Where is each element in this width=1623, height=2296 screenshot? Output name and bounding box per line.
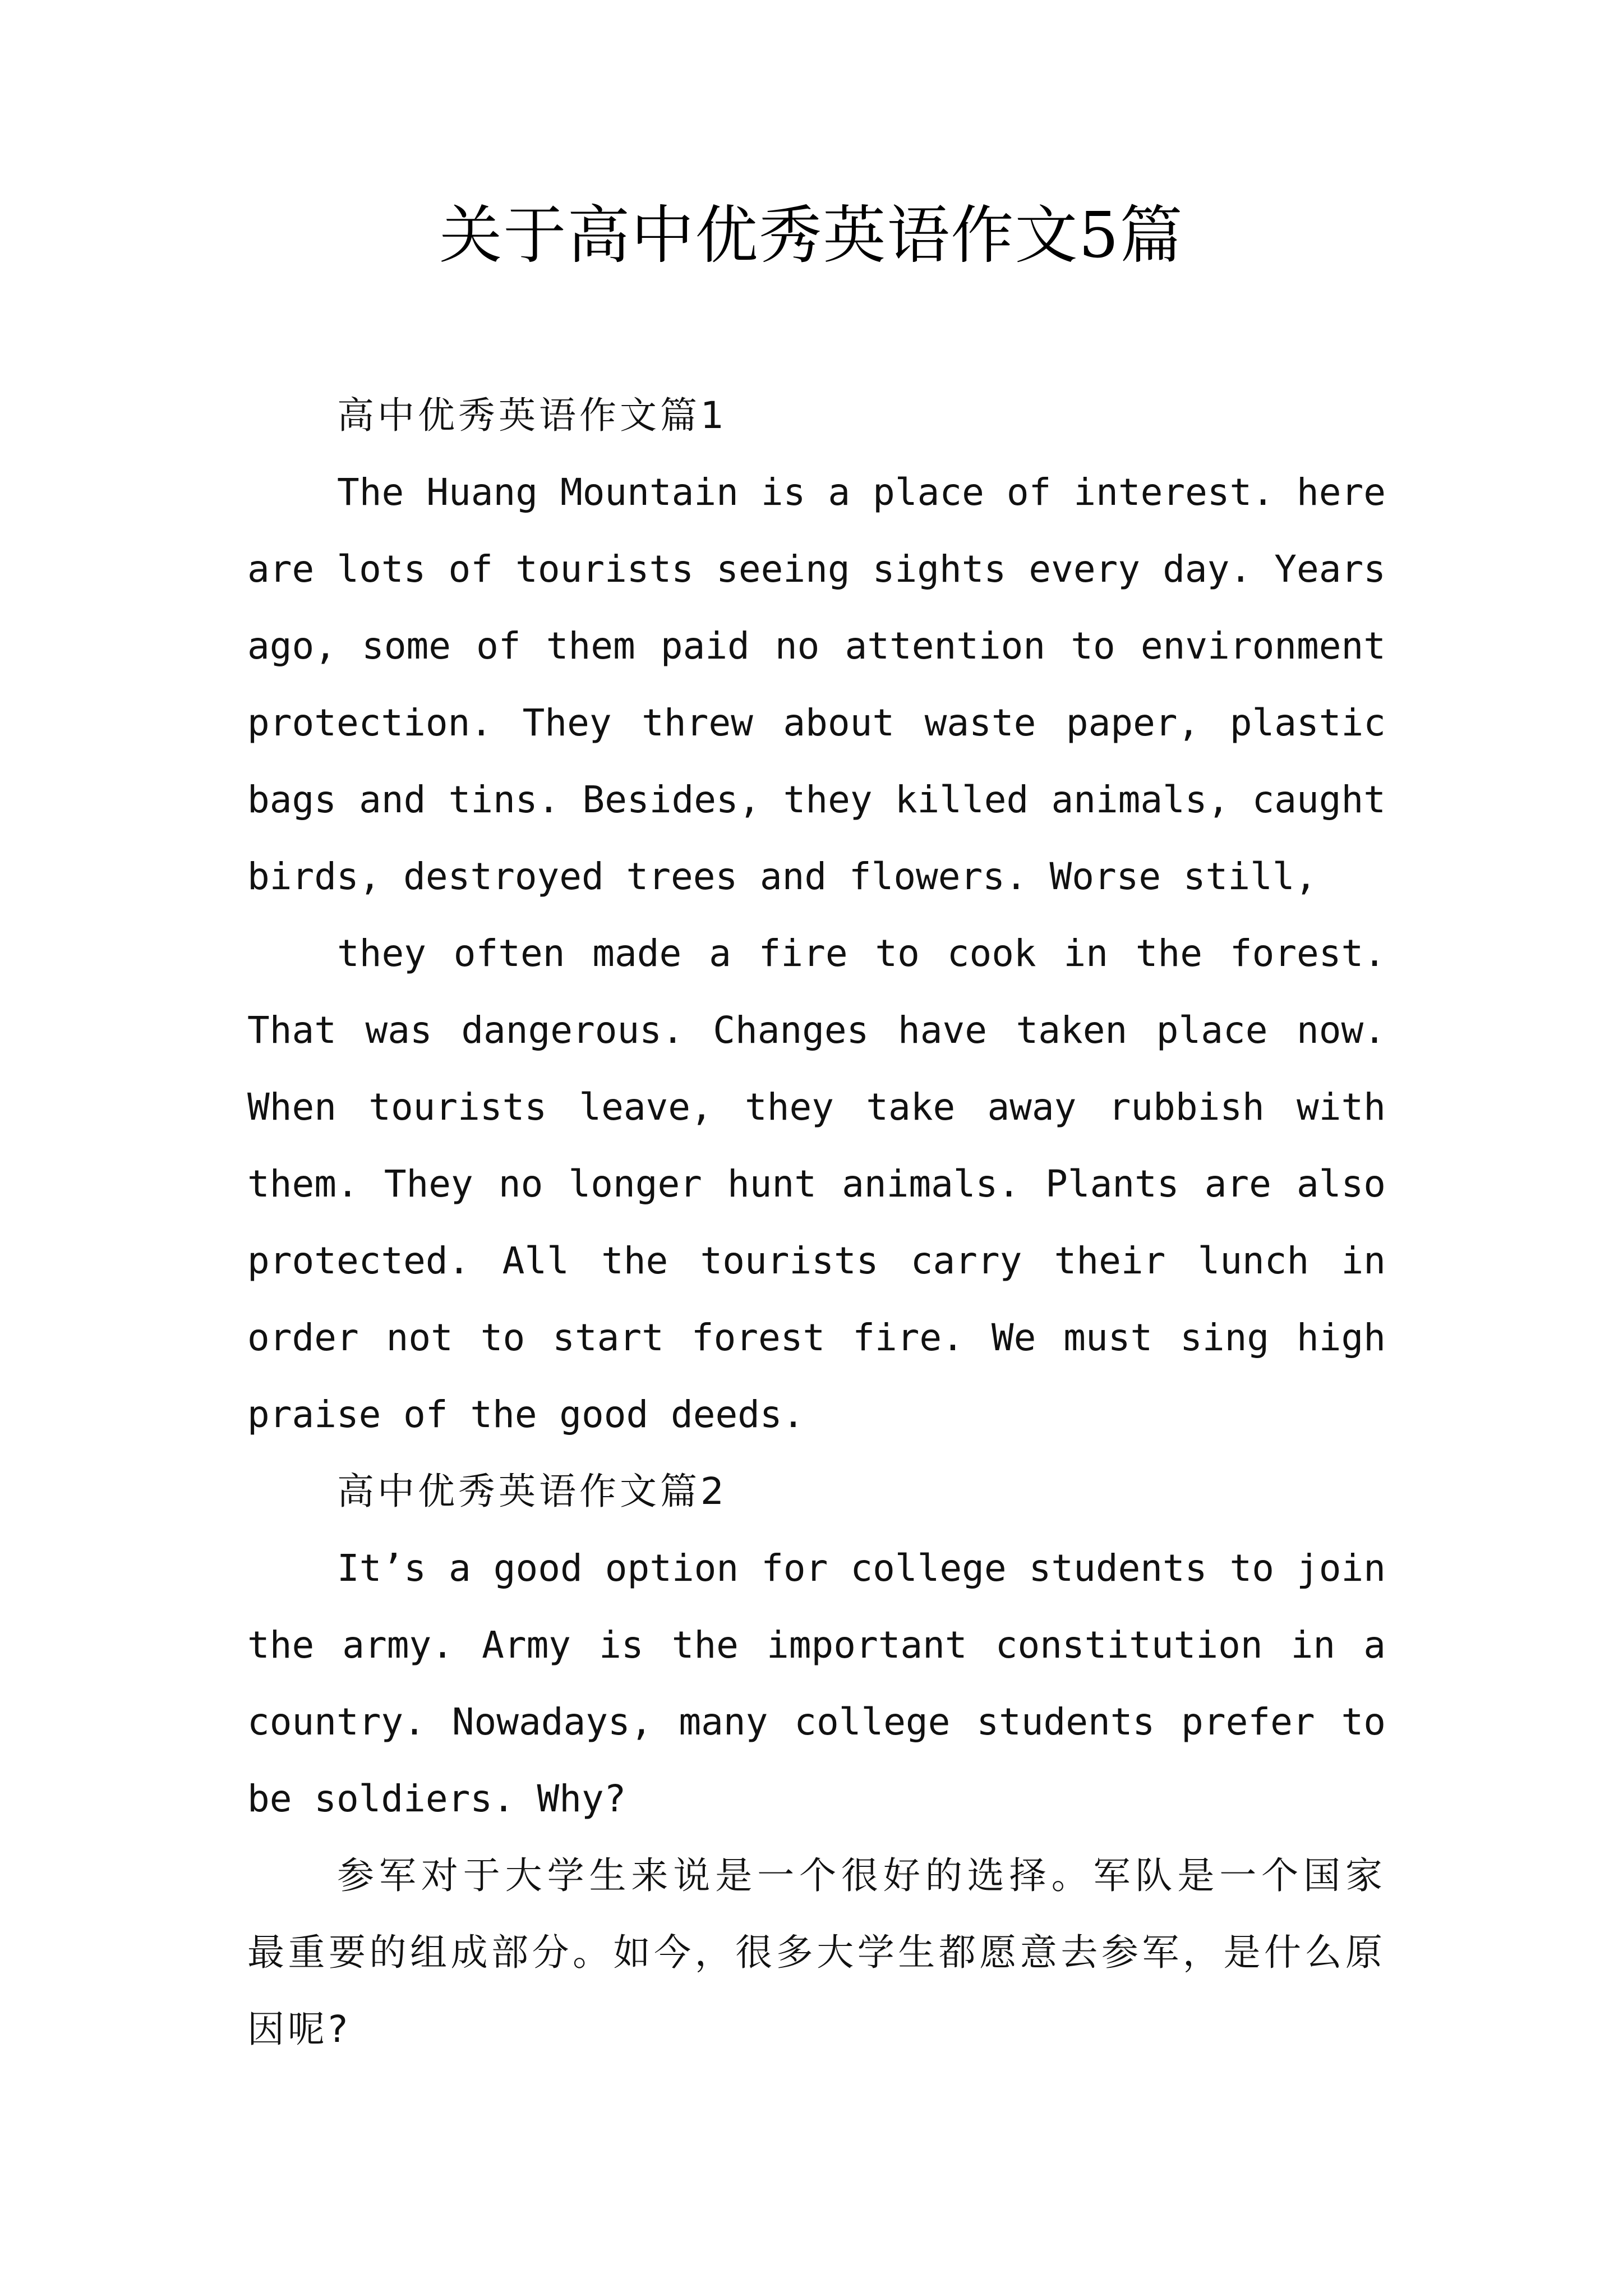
paragraph: they often made a fire to cook in the forest. That was dangerous. Changes have taken place now. When tourists leave, they take away rubbish with them. They no longer hunt animals. Plants are also protected. All the tourists carry their lunch in order not to start forest fire. We must sing high praise of the good deeds. bbox=[247, 932, 1386, 1436]
section-heading-2: 高中优秀英语作文篇2 bbox=[337, 1470, 727, 1513]
paragraph: The Huang Mountain is a place of interest. here are lots of tourists seeing sights every day. Years ago, some of them paid no attention to environment protection. They threw about waste paper, plastic bags and tins. Besides, they killed animals, caught birds, destroyed trees and flowers. Worse still, bbox=[247, 471, 1386, 898]
document-title: 关于高中优秀英语作文5篇 bbox=[439, 199, 1184, 272]
section-heading-1: 高中优秀英语作文篇1 bbox=[337, 394, 727, 437]
document-body bbox=[247, 377, 1386, 2068]
paragraph-chinese: 参军对于大学生来说是一个很好的选择。军队是一个国家最重要的组成部分。如今，很多大学生都愿意去参军，是什么原因呢? bbox=[247, 1854, 1386, 2051]
paragraph: It’s a good option for college students to join the army. Army is the important constitution in a country. Nowadays, many college students prefer to be soldiers. Why? bbox=[247, 1547, 1386, 1820]
